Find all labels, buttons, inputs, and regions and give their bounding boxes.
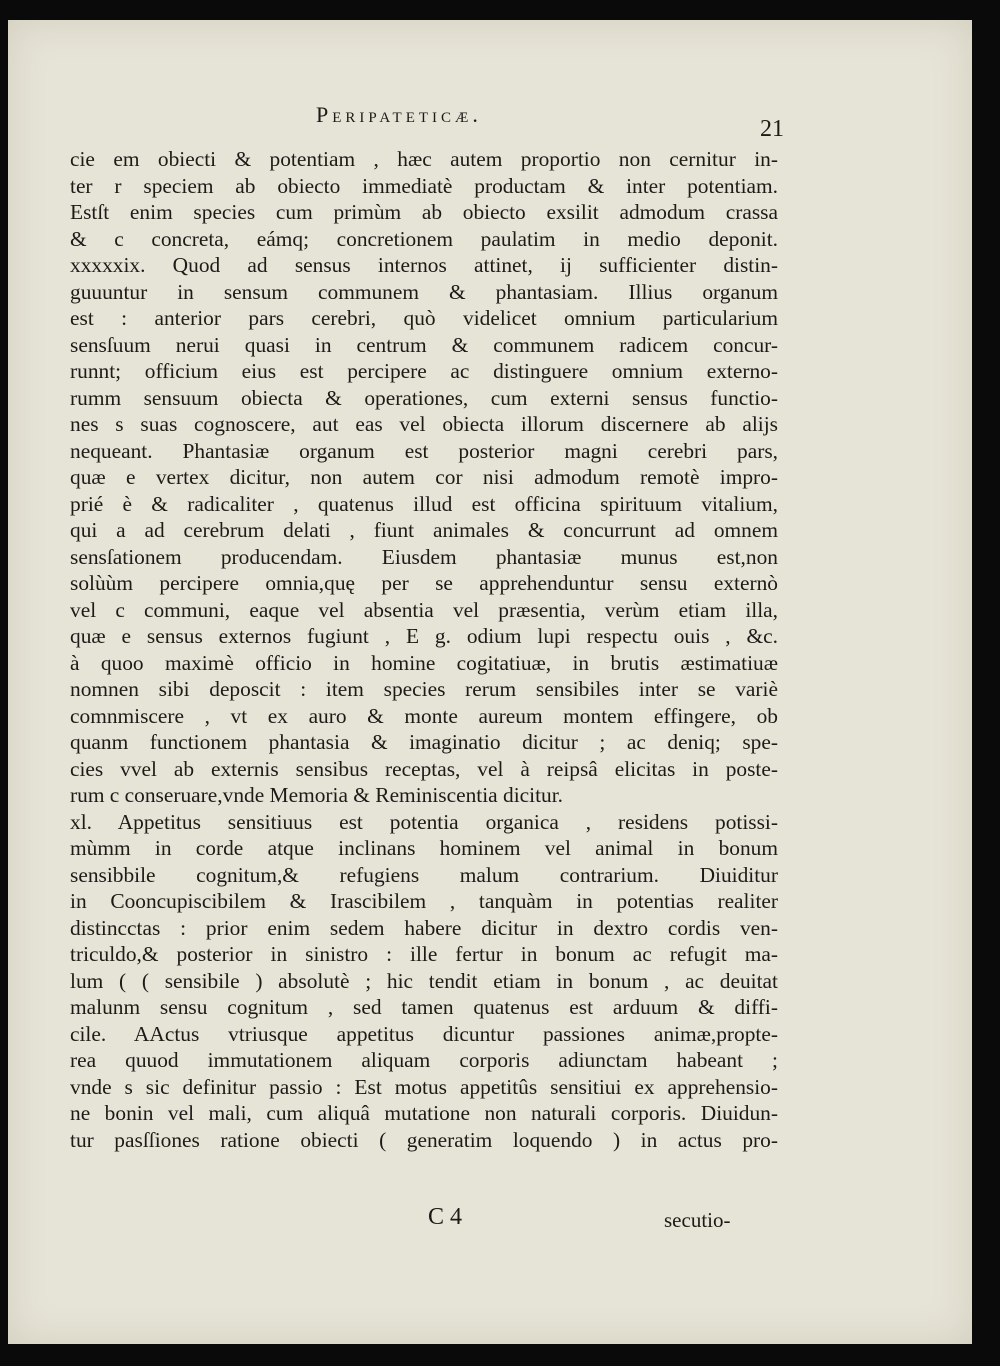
text-line: solùùm percipere omnia,quę per se apprehenduntur sensu externò — [70, 571, 778, 595]
folio-number: 21 — [760, 116, 784, 142]
text-line: malunm sensu cognitum , sed tamen quatenus est arduum & diffi- — [70, 995, 778, 1019]
text-line: triculdo,& posterior in sinistro : ille fertur in bonum ac refugit ma- — [70, 942, 778, 966]
text-line: quanm functionem phantasia & imaginatio dicitur ; ac deniq; spe- — [70, 730, 778, 754]
text-line: Estſt enim species cum primùm ab obiecto exsilit admodum crassa — [70, 200, 778, 224]
text-line: cies vvel ab externis sensibus receptas, vel à reipsâ elicitas in poste- — [70, 756, 778, 781]
text-line: rea quuod immutationem aliquam corporis adiunctam habeant ; — [70, 1048, 778, 1072]
text-line: lum ( ( sensibile ) absolutè ; hic tendit etiam in bonum , ac deuitat — [70, 968, 778, 993]
text-line: nequeant. Phantasiæ organum est posterior magni cerebri pars, — [70, 438, 778, 463]
text-line: tur pasſſiones ratione obiecti ( generatim loquendo ) in actus pro- — [70, 1127, 778, 1152]
text-line: ne bonin vel mali, cum aliquâ mutatione non naturali corporis. Diuidun- — [70, 1101, 778, 1125]
text-line: quæ e sensus externos fugiunt , E g. odium lupi respectu ouis , &c. — [70, 624, 778, 648]
text-line: rum c conseruare,vnde Memoria & Reminiscentia dicitur. — [70, 783, 564, 807]
text-line: mùmm in corde atque inclinans hominem vel animal in bonum — [70, 836, 778, 860]
text-block — [70, 146, 778, 1153]
text-line: à quoo maximè officio in homine cogitatiuæ, in brutis æstimatiuæ — [70, 650, 778, 675]
signature-mark: C 4 — [428, 1204, 463, 1230]
text-line: quæ e vertex dicitur, non autem cor nisi admodum remotè impro- — [70, 465, 778, 489]
text-line: prié è & radicaliter , quatenus illud est officina spirituum vitalium, — [70, 491, 778, 516]
book-page — [8, 20, 972, 1344]
text-line: cile. AActus vtriusque appetitus dicuntur passiones animæ,propte- — [70, 1021, 778, 1046]
text-line: qui a ad cerebrum delati , fiunt animales & concurrunt ad omnem — [70, 518, 778, 542]
text-line: rumm sensuum obiecta & operationes, cum externi sensus functio- — [70, 385, 778, 410]
text-line: vnde s sic definitur passio : Est motus appetitûs sensitiui ex apprehensio- — [70, 1074, 778, 1099]
catchword: secutio- — [664, 1208, 731, 1232]
text-line: guuuntur in sensum communem & phantasiam. Illius organum — [70, 279, 778, 304]
text-line: & c concreta, eámq; concretionem paulatim in medio deponit. — [70, 226, 778, 251]
text-line: est : anterior pars cerebri, quò videlicet omnium particularium — [70, 306, 778, 330]
text-line: distincctas : prior enim sedem habere dicitur in dextro cordis ven- — [70, 915, 778, 940]
text-line: runnt; officium eius est percipere ac distinguere omnium externo- — [70, 359, 778, 383]
text-line: xl. Appetitus sensitiuus est potentia organica , residens potissi- — [70, 809, 778, 834]
text-line: nes s suas cognoscere, aut eas vel obiecta illorum discernere ab alijs — [70, 412, 778, 436]
text-line: xxxxxix. Quod ad sensus internos attinet, ij sufficienter distin- — [70, 253, 778, 277]
text-line: nomnen sibi deposcit : item species rerum sensibiles inter se variè — [70, 677, 778, 701]
running-head: Peripateticæ. — [316, 102, 482, 127]
text-line: comnmiscere , vt ex auro & monte aureum montem effingere, ob — [70, 703, 778, 728]
text-line: in Cooncupiscibilem & Irascibilem , tanquàm in potentias realiter — [70, 889, 778, 913]
text-line: sensſuum nerui quasi in centrum & communem radicem concur- — [70, 332, 778, 357]
text-line: cie em obiecti & potentiam , hæc autem proportio non cernitur in- — [70, 147, 778, 171]
text-line: ter r speciem ab obiecto immediatè productam & inter potentiam. — [70, 173, 778, 198]
text-line: vel c communi, eaque vel absentia vel præsentia, verùm etiam illa, — [70, 597, 778, 622]
text-line: sensibbile cognitum,& refugiens malum contrarium. Diuiditur — [70, 862, 778, 887]
text-line: sensſationem producendam. Eiusdem phantasiæ munus est,non — [70, 544, 778, 569]
